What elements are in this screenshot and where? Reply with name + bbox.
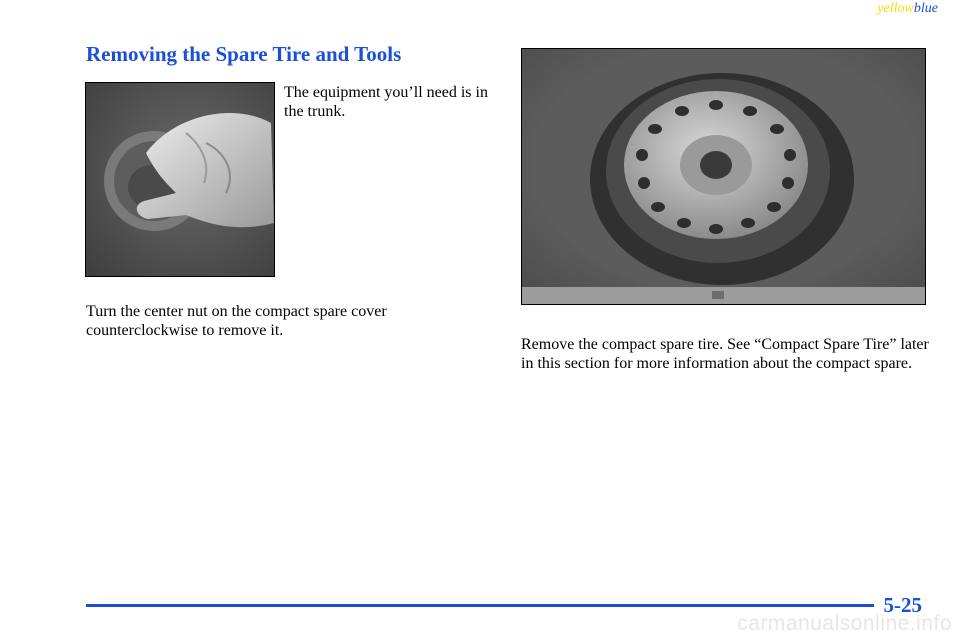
footer-rule bbox=[86, 604, 874, 607]
color-tag bbox=[877, 1, 938, 17]
color-tag-blue: blue bbox=[913, 1, 938, 16]
page-number: 5-25 bbox=[883, 593, 922, 617]
site-watermark: carmanualsonline.info bbox=[737, 612, 952, 635]
compact-spare-tire-photo bbox=[521, 48, 926, 305]
equipment-paragraph: The equipment you’ll need is in the trunk. bbox=[284, 84, 488, 120]
spare-cover-nut-photo bbox=[85, 82, 275, 277]
section-title: Removing the Spare Tire and Tools bbox=[86, 42, 402, 66]
turn-nut-paragraph: Turn the center nut on the compact spare cover counterclockwise to remove it. bbox=[86, 303, 387, 339]
remove-tire-paragraph: Remove the compact spare tire. See “Compact Spare Tire” later in this section for more information about the compact spare. bbox=[521, 336, 929, 372]
color-tag-yellow: yellow bbox=[877, 1, 914, 16]
